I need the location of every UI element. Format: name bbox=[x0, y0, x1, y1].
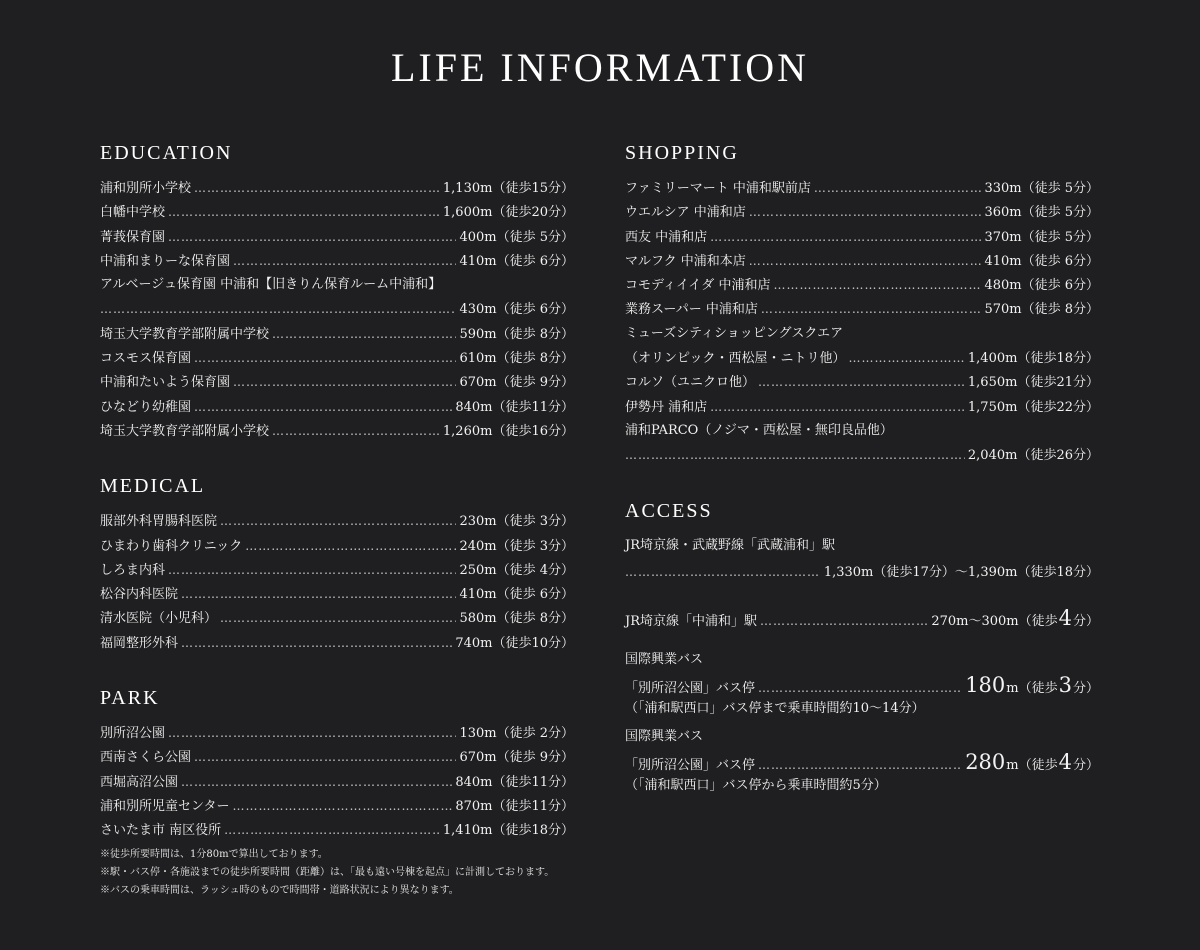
list-item bbox=[625, 322, 1099, 346]
access-heading: ACCESS bbox=[625, 499, 713, 522]
item-name: 中浦和まりーな保育園 bbox=[100, 253, 231, 269]
right-column bbox=[625, 140, 1099, 798]
leader-dots bbox=[233, 249, 456, 273]
bus1-walk-label: m（徒歩 bbox=[1006, 680, 1058, 696]
leader-dots bbox=[194, 346, 456, 370]
item-name: 浦和PARCO（ノジマ・西松屋・無印良品他） bbox=[625, 422, 893, 438]
leader-dots bbox=[625, 560, 821, 584]
leader-dots bbox=[194, 176, 440, 200]
leader-dots bbox=[168, 225, 456, 249]
item-name: 菁莪保育園 bbox=[100, 229, 166, 245]
bus1-note: （「浦和駅西口」バス停まで乗車時間約10〜14分） bbox=[625, 701, 925, 717]
list-item bbox=[625, 176, 1099, 200]
item-distance: 410m（徒歩 6分） bbox=[459, 587, 574, 603]
list-item bbox=[100, 200, 574, 224]
item-name: コスモス保育園 bbox=[100, 351, 192, 367]
leader-dots bbox=[758, 370, 965, 394]
medical-heading: MEDICAL bbox=[100, 475, 206, 498]
leader-dots bbox=[761, 297, 982, 321]
item-distance: 670m（徒歩 9分） bbox=[459, 375, 574, 391]
item-distance: 610m（徒歩 8分） bbox=[459, 351, 574, 367]
access-line1-row bbox=[625, 560, 1099, 584]
bus2-stop: 「別所沼公園」バス停 bbox=[625, 757, 756, 773]
item-distance: 1,750m（徒歩22分） bbox=[967, 399, 1099, 415]
leader-dots bbox=[168, 721, 456, 745]
access-line1-dist: 1,330m（徒歩17分）〜1,390m（徒歩18分） bbox=[823, 564, 1099, 580]
item-name: ひなどり幼稚園 bbox=[100, 399, 192, 415]
bus2-unit: 分） bbox=[1072, 757, 1099, 773]
item-distance: 1,400m（徒歩18分） bbox=[967, 351, 1099, 367]
leader-dots bbox=[710, 395, 965, 419]
item-distance: 840m（徒歩11分） bbox=[455, 399, 574, 415]
bus1-stop: 「別所沼公園」バス停 bbox=[625, 680, 756, 696]
list-item bbox=[100, 176, 574, 200]
leader-dots bbox=[181, 582, 456, 606]
leader-dots bbox=[194, 745, 456, 769]
bus2-row bbox=[625, 750, 1099, 774]
item-name: ミューズシティショッピングスクエア bbox=[625, 325, 844, 341]
item-name: 清水医院（小児科） bbox=[100, 611, 218, 627]
bus2-note: （「浦和駅西口」バス停から乗車時間約5分） bbox=[625, 777, 887, 793]
item-name: ひまわり歯科クリニック bbox=[100, 538, 243, 554]
list-item bbox=[100, 346, 574, 370]
item-name: マルフク 中浦和本店 bbox=[625, 253, 746, 269]
item-distance: 250m（徒歩 4分） bbox=[459, 562, 574, 578]
access-line1-name: JR埼京線・武蔵野線「武蔵浦和」駅 bbox=[625, 537, 835, 553]
list-item bbox=[625, 419, 1099, 443]
leader-dots bbox=[625, 443, 965, 467]
item-name: さいたま市 南区役所 bbox=[100, 823, 222, 839]
item-name: 西堀高沼公園 bbox=[100, 774, 179, 790]
item-distance: 580m（徒歩 8分） bbox=[459, 611, 574, 627]
leader-dots bbox=[224, 818, 440, 842]
park-list bbox=[100, 721, 574, 842]
item-name: ウエルシア 中浦和店 bbox=[625, 205, 746, 221]
access-line2-dist: 270m〜300m（徒歩 bbox=[931, 614, 1058, 630]
list-item bbox=[100, 249, 574, 273]
park-heading: PARK bbox=[100, 687, 160, 710]
list-item bbox=[625, 370, 1099, 394]
access-line2-row bbox=[625, 606, 1099, 630]
item-name: アルベージュ保育園 中浦和【旧きりん保育ルーム中浦和】 bbox=[100, 277, 442, 293]
list-item bbox=[625, 297, 1099, 321]
leader-dots bbox=[168, 200, 440, 224]
leader-dots bbox=[181, 770, 452, 794]
item-name: しろま内科 bbox=[100, 562, 166, 578]
list-item bbox=[100, 509, 574, 533]
list-item bbox=[100, 395, 574, 419]
item-distance: 410m（徒歩 6分） bbox=[459, 253, 574, 269]
item-name: コルソ（ユニクロ他） bbox=[625, 375, 756, 391]
leader-dots bbox=[710, 225, 981, 249]
list-item bbox=[100, 770, 574, 794]
leader-dots bbox=[233, 370, 456, 394]
item-name: 業務スーパー 中浦和店 bbox=[625, 302, 758, 318]
leader-dots bbox=[749, 200, 982, 224]
list-item bbox=[100, 225, 574, 249]
access-line2-unit: 分） bbox=[1072, 614, 1099, 630]
item-distance: 360m（徒歩 5分） bbox=[984, 205, 1099, 221]
item-name: （オリンピック・西松屋・ニトリ他） bbox=[625, 351, 846, 367]
footnotes bbox=[100, 846, 554, 900]
bus1-minutes: 3 bbox=[1058, 672, 1072, 697]
list-item bbox=[100, 794, 574, 818]
item-name: 埼玉大学教育学部附属中学校 bbox=[100, 326, 270, 342]
item-distance: 410m（徒歩 6分） bbox=[984, 253, 1099, 269]
item-distance: 330m（徒歩 5分） bbox=[984, 181, 1099, 196]
item-name: 西友 中浦和店 bbox=[625, 229, 708, 245]
leader-dots bbox=[848, 346, 964, 370]
list-item bbox=[625, 225, 1099, 249]
footnote: ※徒歩所要時間は、1分80mで算出しております。 bbox=[100, 849, 328, 860]
bus2-distance: 280 bbox=[965, 749, 1006, 774]
item-distance: 840m（徒歩11分） bbox=[455, 774, 574, 790]
page-title: LIFE INFORMATION bbox=[391, 45, 809, 90]
leader-dots bbox=[814, 176, 982, 200]
item-name: 浦和別所小学校 bbox=[100, 181, 192, 196]
list-item bbox=[100, 818, 574, 842]
list-item bbox=[100, 322, 574, 346]
leader-dots bbox=[100, 297, 456, 321]
item-distance: 130m（徒歩 2分） bbox=[459, 726, 574, 742]
bus2-walk-label: m（徒歩 bbox=[1006, 757, 1058, 773]
bus1-distance: 180 bbox=[965, 672, 1006, 697]
item-distance: 240m（徒歩 3分） bbox=[459, 538, 574, 554]
leader-dots bbox=[220, 509, 456, 533]
list-item bbox=[625, 395, 1099, 419]
list-item bbox=[100, 558, 574, 582]
list-item bbox=[100, 534, 574, 558]
bus1-row bbox=[625, 673, 1099, 697]
list-item bbox=[100, 606, 574, 630]
leader-dots bbox=[181, 631, 452, 655]
medical-list bbox=[100, 509, 574, 655]
footnote: ※バスの乗車時間は、ラッシュ時のもので時間帯・道路状況により異なります。 bbox=[100, 885, 459, 896]
item-distance: 1,260m（徒歩16分） bbox=[442, 423, 574, 439]
leader-dots bbox=[749, 249, 982, 273]
leader-dots bbox=[272, 419, 440, 443]
item-name: 西南さくら公園 bbox=[100, 750, 192, 766]
item-name: 服部外科胃腸科医院 bbox=[100, 514, 218, 530]
item-distance: 480m（徒歩 6分） bbox=[984, 278, 1099, 294]
list-item bbox=[100, 419, 574, 443]
list-item bbox=[100, 370, 574, 394]
item-distance: 430m（徒歩 6分） bbox=[459, 302, 574, 318]
bus1-company: 国際興業バス bbox=[625, 652, 704, 668]
left-column bbox=[100, 140, 574, 843]
list-item bbox=[100, 273, 574, 297]
item-distance: 400m（徒歩 5分） bbox=[459, 229, 574, 245]
list-item bbox=[625, 200, 1099, 224]
leader-dots bbox=[773, 273, 981, 297]
item-name: 中浦和たいよう保育園 bbox=[100, 375, 231, 391]
item-name: ファミリーマート 中浦和駅前店 bbox=[625, 181, 811, 196]
leader-dots bbox=[194, 395, 452, 419]
leader-dots bbox=[760, 609, 928, 633]
footnote: ※駅・バス停・各施設までの徒歩所要時間（距離）は、「最も遠い号棟を起点」に計測しております。 bbox=[100, 867, 555, 878]
item-distance: 670m（徒歩 9分） bbox=[459, 750, 574, 766]
list-item bbox=[100, 631, 574, 655]
item-distance: 230m（徒歩 3分） bbox=[459, 514, 574, 530]
bus2-minutes: 4 bbox=[1058, 749, 1072, 774]
item-distance: 870m（徒歩11分） bbox=[455, 798, 574, 814]
item-distance: 740m（徒歩10分） bbox=[455, 635, 574, 651]
leader-dots bbox=[220, 606, 456, 630]
list-item bbox=[100, 745, 574, 769]
item-distance: 1,600m（徒歩20分） bbox=[442, 205, 574, 221]
item-distance: 2,040m（徒歩26分） bbox=[967, 448, 1099, 464]
item-distance: 1,650m（徒歩21分） bbox=[967, 375, 1099, 391]
bus2-company: 国際興業バス bbox=[625, 729, 704, 745]
item-name: 伊勢丹 浦和店 bbox=[625, 399, 708, 415]
education-list bbox=[100, 176, 574, 443]
list-item bbox=[625, 273, 1099, 297]
list-item bbox=[100, 582, 574, 606]
item-distance: 370m（徒歩 5分） bbox=[984, 229, 1099, 245]
item-name: 松谷内科医院 bbox=[100, 587, 179, 603]
item-distance: 1,130m（徒歩15分） bbox=[442, 181, 574, 196]
item-name: 別所沼公園 bbox=[100, 726, 166, 742]
item-name: コモディイイダ 中浦和店 bbox=[625, 278, 771, 294]
item-distance: 570m（徒歩 8分） bbox=[984, 302, 1099, 318]
item-name: 浦和別所児童センター bbox=[100, 798, 230, 814]
leader-dots bbox=[168, 558, 456, 582]
leader-dots bbox=[232, 794, 452, 818]
leader-dots bbox=[272, 322, 456, 346]
item-name: 白幡中学校 bbox=[100, 205, 166, 221]
list-item bbox=[625, 346, 1099, 370]
access-line2-name: JR埼京線「中浦和」駅 bbox=[625, 614, 757, 630]
item-distance: 590m（徒歩 8分） bbox=[459, 326, 574, 342]
access-line2-minutes: 4 bbox=[1058, 606, 1072, 631]
education-heading: EDUCATION bbox=[100, 142, 233, 164]
item-name: 福岡整形外科 bbox=[100, 635, 179, 651]
list-item bbox=[625, 249, 1099, 273]
item-distance: 1,410m（徒歩18分） bbox=[442, 823, 574, 839]
list-item bbox=[100, 721, 574, 745]
leader-dots bbox=[245, 534, 456, 558]
shopping-list bbox=[625, 176, 1099, 468]
list-item bbox=[100, 297, 574, 321]
item-name: 埼玉大学教育学部附属小学校 bbox=[100, 423, 270, 439]
list-item bbox=[625, 443, 1099, 467]
shopping-heading: SHOPPING bbox=[625, 142, 739, 164]
bus1-unit: 分） bbox=[1072, 680, 1099, 696]
